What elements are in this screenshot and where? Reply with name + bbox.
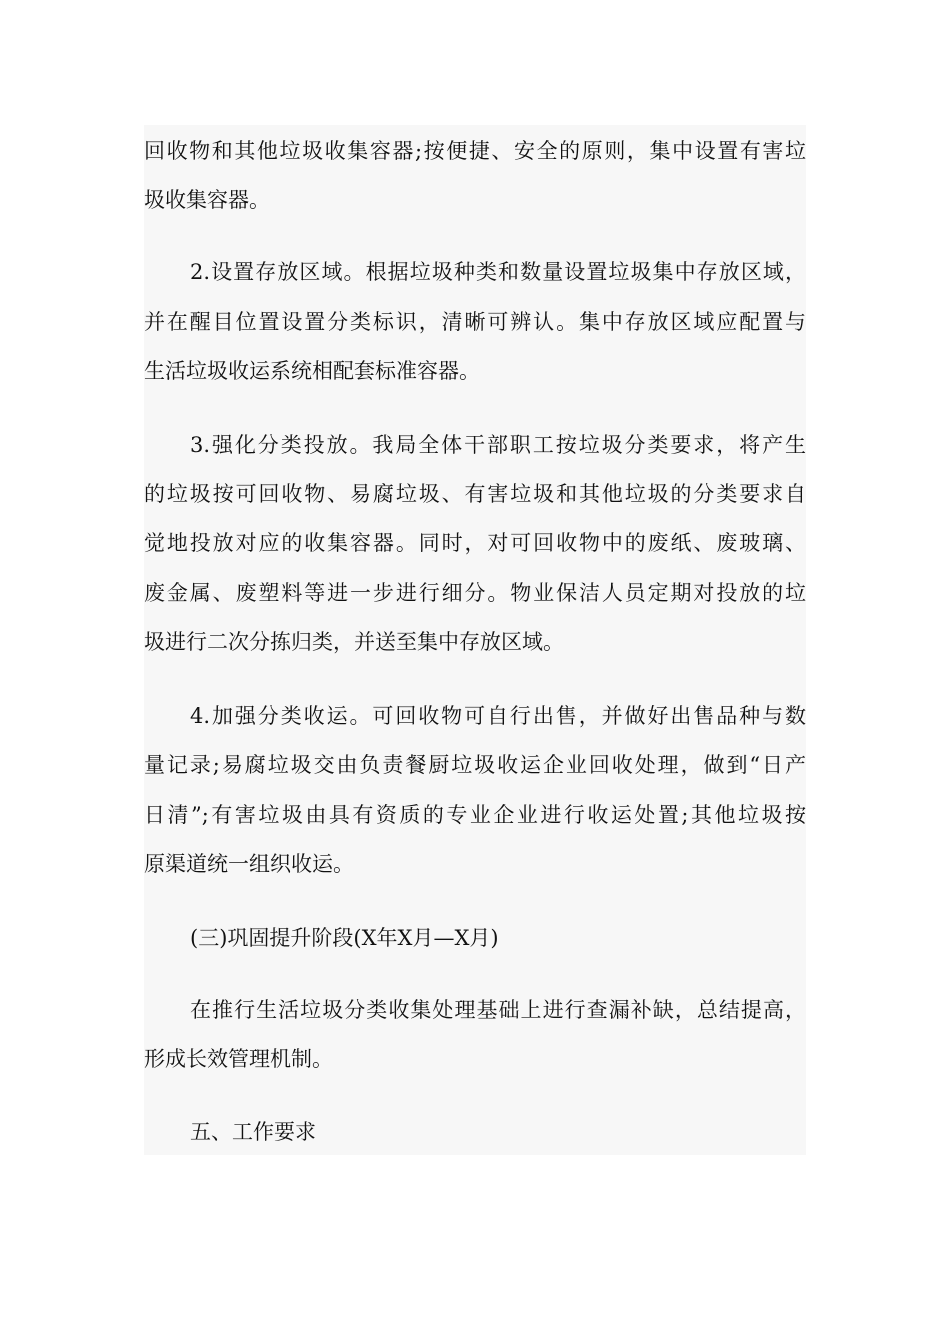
text-line: 生活垃圾收运系统相配套标准容器。	[144, 359, 480, 383]
text-body	[144, 125, 806, 1155]
text-line: 回收物和其他垃圾收集容器;按便捷、安全的原则，集中设置有害垃	[144, 139, 806, 163]
text-line: 圾收集容器。	[144, 188, 270, 212]
text-line: 日清”;有害垃圾由具有资质的专业企业进行收运处置;其他垃圾按	[144, 803, 806, 827]
text-line: 形成长效管理机制。	[144, 1047, 333, 1071]
paragraph-2-start: 2.设置存放区域。根据垃圾种类和数量设置垃圾集中存放区域，	[190, 260, 806, 284]
text-line: 圾进行二次分拣归类，并送至集中存放区域。	[144, 630, 564, 654]
text-line: 的垃圾按可回收物、易腐垃圾、有害垃圾和其他垃圾的分类要求自	[144, 482, 806, 506]
text-line: 觉地投放对应的收集容器。同时，对可回收物中的废纸、废玻璃、	[144, 531, 806, 555]
text-line: 废金属、废塑料等进一步进行细分。物业保洁人员定期对投放的垃	[144, 581, 806, 605]
section-heading-work-requirements: 五、工作要求	[190, 1120, 316, 1144]
section-heading-phase-3: (三)巩固提升阶段(X年X月—X月)	[190, 926, 499, 950]
paragraph-4-start: 4.加强分类收运。可回收物可自行出售，并做好出售品种与数	[190, 704, 806, 728]
text-line: 原渠道统一组织收运。	[144, 852, 354, 876]
text-line: 量记录;易腐垃圾交由负责餐厨垃圾收运企业回收处理，做到“日产	[144, 753, 806, 777]
text-line: 并在醒目位置设置分类标识，清晰可辨认。集中存放区域应配置与	[144, 310, 806, 334]
paragraph-3-start: 3.强化分类投放。我局全体干部职工按垃圾分类要求，将产生	[190, 433, 806, 457]
paragraph-5-start: 在推行生活垃圾分类收集处理基础上进行查漏补缺，总结提高，	[190, 998, 806, 1022]
